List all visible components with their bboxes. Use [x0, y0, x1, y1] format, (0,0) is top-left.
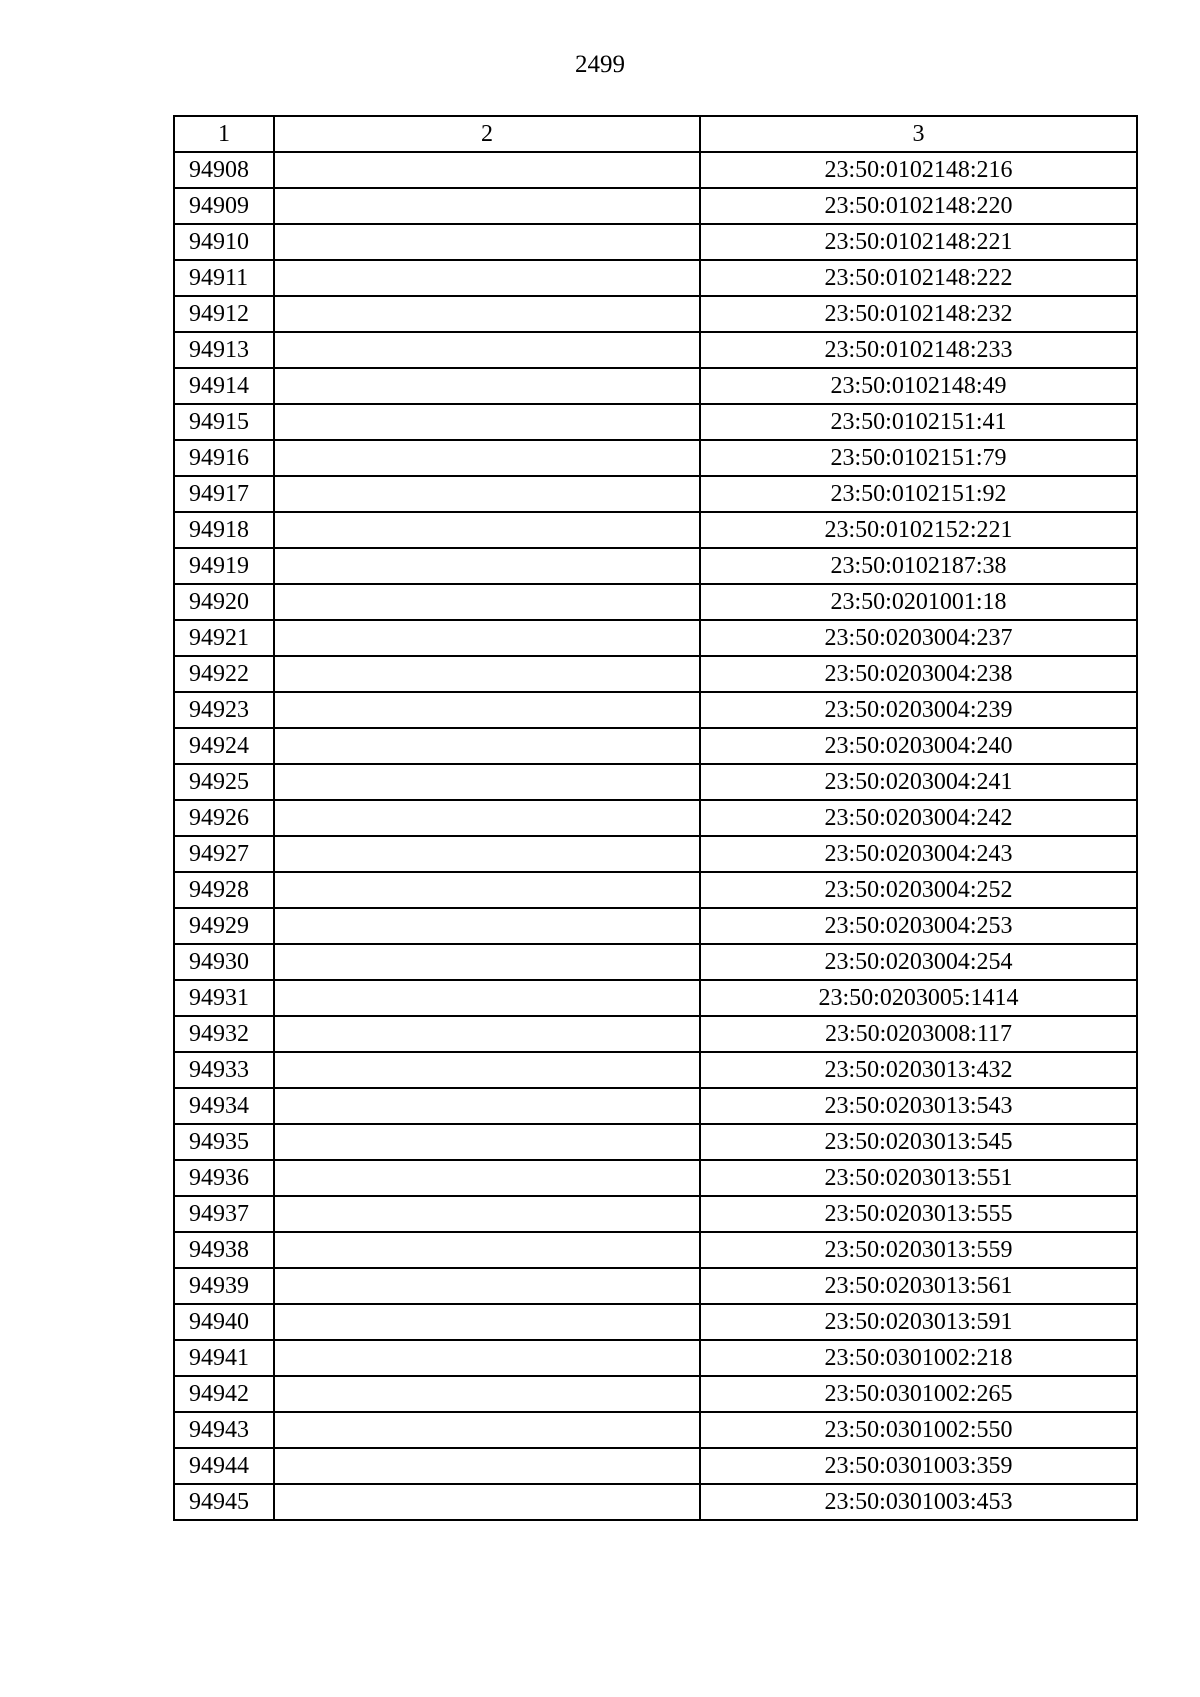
- cadastral-number-cell: 23:50:0203004:241: [700, 764, 1137, 800]
- table-row: [174, 728, 1137, 764]
- row-description-cell: [274, 1196, 700, 1232]
- cadastral-number-cell: 23:50:0102148:49: [700, 368, 1137, 404]
- row-number-cell: 94923: [174, 692, 274, 728]
- cadastral-number-cell: 23:50:0301002:550: [700, 1412, 1137, 1448]
- cadastral-number-cell: 23:50:0203004:252: [700, 872, 1137, 908]
- row-description-cell: [274, 224, 700, 260]
- data-table: [173, 115, 1138, 1521]
- table-row: [174, 656, 1137, 692]
- row-description-cell: [274, 404, 700, 440]
- row-description-cell: [274, 1160, 700, 1196]
- cadastral-number-cell: 23:50:0203005:1414: [700, 980, 1137, 1016]
- row-number-cell: 94937: [174, 1196, 274, 1232]
- row-number-cell: 94934: [174, 1088, 274, 1124]
- row-number-cell: 94922: [174, 656, 274, 692]
- row-description-cell: [274, 332, 700, 368]
- row-number-cell: 94928: [174, 872, 274, 908]
- cadastral-number-cell: 23:50:0201001:18: [700, 584, 1137, 620]
- cadastral-number-cell: 23:50:0203013:543: [700, 1088, 1137, 1124]
- row-description-cell: [274, 1376, 700, 1412]
- cadastral-number-cell: 23:50:0301003:359: [700, 1448, 1137, 1484]
- row-number-cell: 94914: [174, 368, 274, 404]
- row-number-cell: 94912: [174, 296, 274, 332]
- table-row: [174, 800, 1137, 836]
- row-description-cell: [274, 368, 700, 404]
- cadastral-number-cell: 23:50:0102148:221: [700, 224, 1137, 260]
- row-number-cell: 94920: [174, 584, 274, 620]
- table-row: [174, 260, 1137, 296]
- cadastral-number-cell: 23:50:0203004:254: [700, 944, 1137, 980]
- row-description-cell: [274, 1232, 700, 1268]
- cadastral-number-cell: 23:50:0301002:265: [700, 1376, 1137, 1412]
- cadastral-number-cell: 23:50:0203004:243: [700, 836, 1137, 872]
- row-number-cell: 94916: [174, 440, 274, 476]
- cadastral-number-cell: 23:50:0102152:221: [700, 512, 1137, 548]
- table-row: [174, 1088, 1137, 1124]
- row-description-cell: [274, 872, 700, 908]
- table-row: [174, 332, 1137, 368]
- row-description-cell: [274, 1016, 700, 1052]
- cadastral-number-cell: 23:50:0203013:561: [700, 1268, 1137, 1304]
- row-number-cell: 94929: [174, 908, 274, 944]
- table-row: [174, 620, 1137, 656]
- cadastral-number-cell: 23:50:0301002:218: [700, 1340, 1137, 1376]
- row-description-cell: [274, 764, 700, 800]
- table-row: [174, 476, 1137, 512]
- row-number-cell: 94942: [174, 1376, 274, 1412]
- table-row: [174, 1412, 1137, 1448]
- page-number: 2499: [575, 51, 625, 78]
- row-description-cell: [274, 188, 700, 224]
- table-row: [174, 188, 1137, 224]
- cadastral-number-cell: 23:50:0203013:591: [700, 1304, 1137, 1340]
- row-number-cell: 94927: [174, 836, 274, 872]
- column-header-2: 2: [274, 116, 700, 152]
- row-number-cell: 94932: [174, 1016, 274, 1052]
- table-row: [174, 1160, 1137, 1196]
- table-row: [174, 296, 1137, 332]
- row-description-cell: [274, 692, 700, 728]
- row-number-cell: 94917: [174, 476, 274, 512]
- row-description-cell: [274, 1304, 700, 1340]
- table-row: [174, 1448, 1137, 1484]
- row-description-cell: [274, 1412, 700, 1448]
- table-row: [174, 548, 1137, 584]
- row-number-cell: 94944: [174, 1448, 274, 1484]
- row-number-cell: 94930: [174, 944, 274, 980]
- column-header-1: 1: [174, 116, 274, 152]
- row-description-cell: [274, 800, 700, 836]
- table-row: [174, 764, 1137, 800]
- table-row: [174, 836, 1137, 872]
- cadastral-number-cell: 23:50:0203004:253: [700, 908, 1137, 944]
- row-description-cell: [274, 1088, 700, 1124]
- row-description-cell: [274, 548, 700, 584]
- row-description-cell: [274, 836, 700, 872]
- row-number-cell: 94939: [174, 1268, 274, 1304]
- table-row: [174, 1196, 1137, 1232]
- row-number-cell: 94924: [174, 728, 274, 764]
- table-row: [174, 1052, 1137, 1088]
- cadastral-number-cell: 23:50:0102151:41: [700, 404, 1137, 440]
- cadastral-number-cell: 23:50:0203004:242: [700, 800, 1137, 836]
- table-row: [174, 584, 1137, 620]
- row-number-cell: 94931: [174, 980, 274, 1016]
- table-row: [174, 152, 1137, 188]
- row-description-cell: [274, 944, 700, 980]
- table-body: [174, 152, 1137, 1520]
- table-row: [174, 1304, 1137, 1340]
- table-row: [174, 1484, 1137, 1520]
- cadastral-number-cell: 23:50:0203013:545: [700, 1124, 1137, 1160]
- table-row: [174, 908, 1137, 944]
- row-description-cell: [274, 1484, 700, 1520]
- row-description-cell: [274, 260, 700, 296]
- row-description-cell: [274, 1340, 700, 1376]
- cadastral-number-cell: 23:50:0203013:432: [700, 1052, 1137, 1088]
- row-number-cell: 94908: [174, 152, 274, 188]
- row-number-cell: 94936: [174, 1160, 274, 1196]
- row-description-cell: [274, 656, 700, 692]
- cadastral-number-cell: 23:50:0203004:238: [700, 656, 1137, 692]
- row-number-cell: 94938: [174, 1232, 274, 1268]
- cadastral-number-cell: 23:50:0102151:92: [700, 476, 1137, 512]
- row-description-cell: [274, 1448, 700, 1484]
- table-row: [174, 404, 1137, 440]
- cadastral-number-cell: 23:50:0301003:453: [700, 1484, 1137, 1520]
- row-description-cell: [274, 584, 700, 620]
- row-description-cell: [274, 620, 700, 656]
- row-number-cell: 94941: [174, 1340, 274, 1376]
- row-description-cell: [274, 1052, 700, 1088]
- row-description-cell: [274, 908, 700, 944]
- cadastral-number-cell: 23:50:0102187:38: [700, 548, 1137, 584]
- row-description-cell: [274, 728, 700, 764]
- row-number-cell: 94933: [174, 1052, 274, 1088]
- cadastral-number-cell: 23:50:0203004:237: [700, 620, 1137, 656]
- cadastral-number-cell: 23:50:0203013:559: [700, 1232, 1137, 1268]
- row-number-cell: 94909: [174, 188, 274, 224]
- table-row: [174, 1340, 1137, 1376]
- row-number-cell: 94910: [174, 224, 274, 260]
- row-description-cell: [274, 296, 700, 332]
- row-number-cell: 94915: [174, 404, 274, 440]
- row-number-cell: 94919: [174, 548, 274, 584]
- cadastral-number-cell: 23:50:0102148:222: [700, 260, 1137, 296]
- cadastral-number-cell: 23:50:0102148:220: [700, 188, 1137, 224]
- table-row: [174, 1016, 1137, 1052]
- table-row: [174, 944, 1137, 980]
- row-description-cell: [274, 1268, 700, 1304]
- row-description-cell: [274, 440, 700, 476]
- row-number-cell: 94913: [174, 332, 274, 368]
- table-row: [174, 1124, 1137, 1160]
- cadastral-number-cell: 23:50:0203008:117: [700, 1016, 1137, 1052]
- cadastral-number-cell: 23:50:0102148:232: [700, 296, 1137, 332]
- row-number-cell: 94911: [174, 260, 274, 296]
- cadastral-number-cell: 23:50:0102151:79: [700, 440, 1137, 476]
- row-number-cell: 94921: [174, 620, 274, 656]
- row-number-cell: 94926: [174, 800, 274, 836]
- table-row: [174, 1376, 1137, 1412]
- row-number-cell: 94925: [174, 764, 274, 800]
- cadastral-number-cell: 23:50:0203004:240: [700, 728, 1137, 764]
- table-row: [174, 980, 1137, 1016]
- row-description-cell: [274, 512, 700, 548]
- row-description-cell: [274, 476, 700, 512]
- cadastral-number-cell: 23:50:0203004:239: [700, 692, 1137, 728]
- row-number-cell: 94943: [174, 1412, 274, 1448]
- row-number-cell: 94935: [174, 1124, 274, 1160]
- table-row: [174, 1268, 1137, 1304]
- row-number-cell: 94945: [174, 1484, 274, 1520]
- table-row: [174, 1232, 1137, 1268]
- table-row: [174, 224, 1137, 260]
- table-row: [174, 368, 1137, 404]
- table-row: [174, 872, 1137, 908]
- row-description-cell: [274, 980, 700, 1016]
- table-row: [174, 692, 1137, 728]
- table-header-row: [174, 116, 1137, 152]
- row-description-cell: [274, 152, 700, 188]
- cadastral-number-cell: 23:50:0203013:551: [700, 1160, 1137, 1196]
- table-row: [174, 440, 1137, 476]
- row-number-cell: 94940: [174, 1304, 274, 1340]
- row-number-cell: 94918: [174, 512, 274, 548]
- cadastral-number-cell: 23:50:0102148:216: [700, 152, 1137, 188]
- cadastral-number-cell: 23:50:0102148:233: [700, 332, 1137, 368]
- cadastral-number-cell: 23:50:0203013:555: [700, 1196, 1137, 1232]
- column-header-3: 3: [700, 116, 1137, 152]
- row-description-cell: [274, 1124, 700, 1160]
- table-row: [174, 512, 1137, 548]
